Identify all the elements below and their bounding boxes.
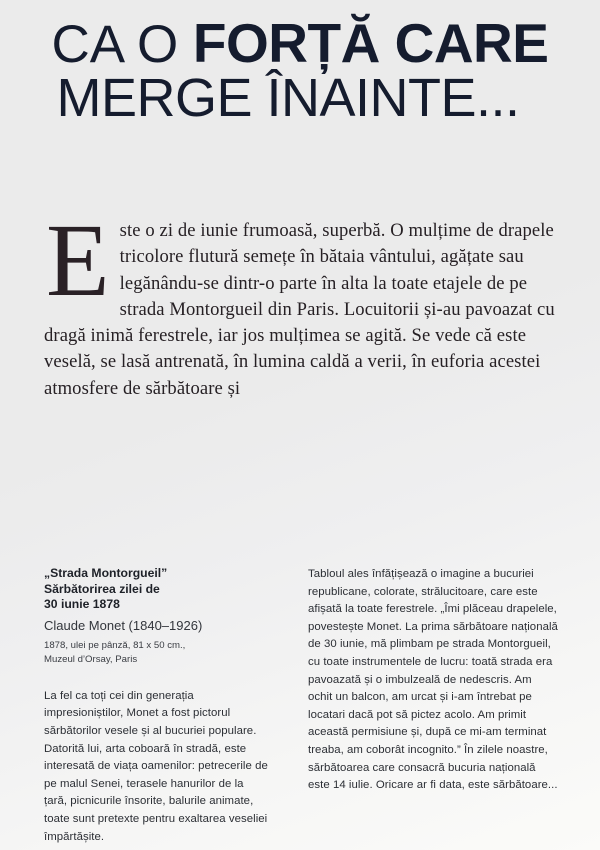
right-column-body: Tabloul ales înfățișează o imagine a bucuriei republicane, colorate, strălucitoare, care este afișată la toate ferestrele. „Îmi plăceau drapelele, povestește Monet. La prima sărbătoare națională de 30 iunie, mă plimbam pe strada Montorgueil, cu toate instrumentele de lucru: toată strada era pavoazată și o imbulzeală de nedescris. Am ochit un balcon, am urcat și i-am întrebat pe locatari dacă pot să pictez acolo. Am primit această permisiune și, după ce mi-am terminat treaba, am coborât incognito.” În zilele noastre, sărbătoarea care consacră bucuria națională este 14 iulie. Oricare ar fi data, este sărbătoare... [308, 568, 558, 792]
intro-text: ste o zi de iunie frumoasă, superbă. O mulțime de drapele tricolore flutură semețe în bătaia vântului, agățate sau legănându-se dintr-o parte în alta la toate etajele de pe strada Montorgueil din Paris. Locuitorii și-au pavoazat cu dragă inimă ferestrele, iar jos mulțimea se agită. Se vede că este veselă, se lasă antrenată, în lumina caldă a verii, în euforia acestei atmosfere de sărbătoare și [44, 220, 555, 399]
right-column [308, 566, 558, 795]
left-column [44, 566, 269, 846]
caption-meta-line-1: 1878, ulei pe pânză, 81 x 50 cm., [44, 639, 186, 651]
caption-title-line-3: 30 iunie 1878 [44, 597, 120, 612]
page-headline [0, 12, 600, 129]
left-column-body: La fel ca toți cei din generația impresioniștilor, Monet a fost pictorul sărbătorilor vesele și al bucuriei populare. Datorită lui, arta coboară în stradă, este interesată de viața oamenilor: petrecerile de pe malul Senei, terasele hanurilor de la țară, picnicurile însorite, balurile animate, toate sunt pretexte pentru exaltarea veseliei împărtășite. [44, 689, 268, 843]
caption-title-line-1: „Strada Montorgueil” [44, 566, 168, 580]
headline-light-part: CA O [51, 15, 193, 74]
headline-bold-part: FORȚĂ CARE [192, 12, 549, 74]
intro-paragraph [44, 203, 560, 402]
artwork-metadata [44, 639, 269, 667]
headline-line-2: MERGE ÎNAINTE... [56, 68, 520, 129]
headline-line-1 [0, 12, 600, 74]
drop-cap: E [46, 203, 110, 318]
artwork-caption-title [44, 566, 269, 613]
caption-meta-line-2: Muzeul d’Orsay, Paris [44, 653, 138, 665]
caption-title-line-2: Sărbătorirea zilei de [44, 581, 160, 596]
artwork-artist: Claude Monet (1840–1926) [44, 617, 203, 633]
